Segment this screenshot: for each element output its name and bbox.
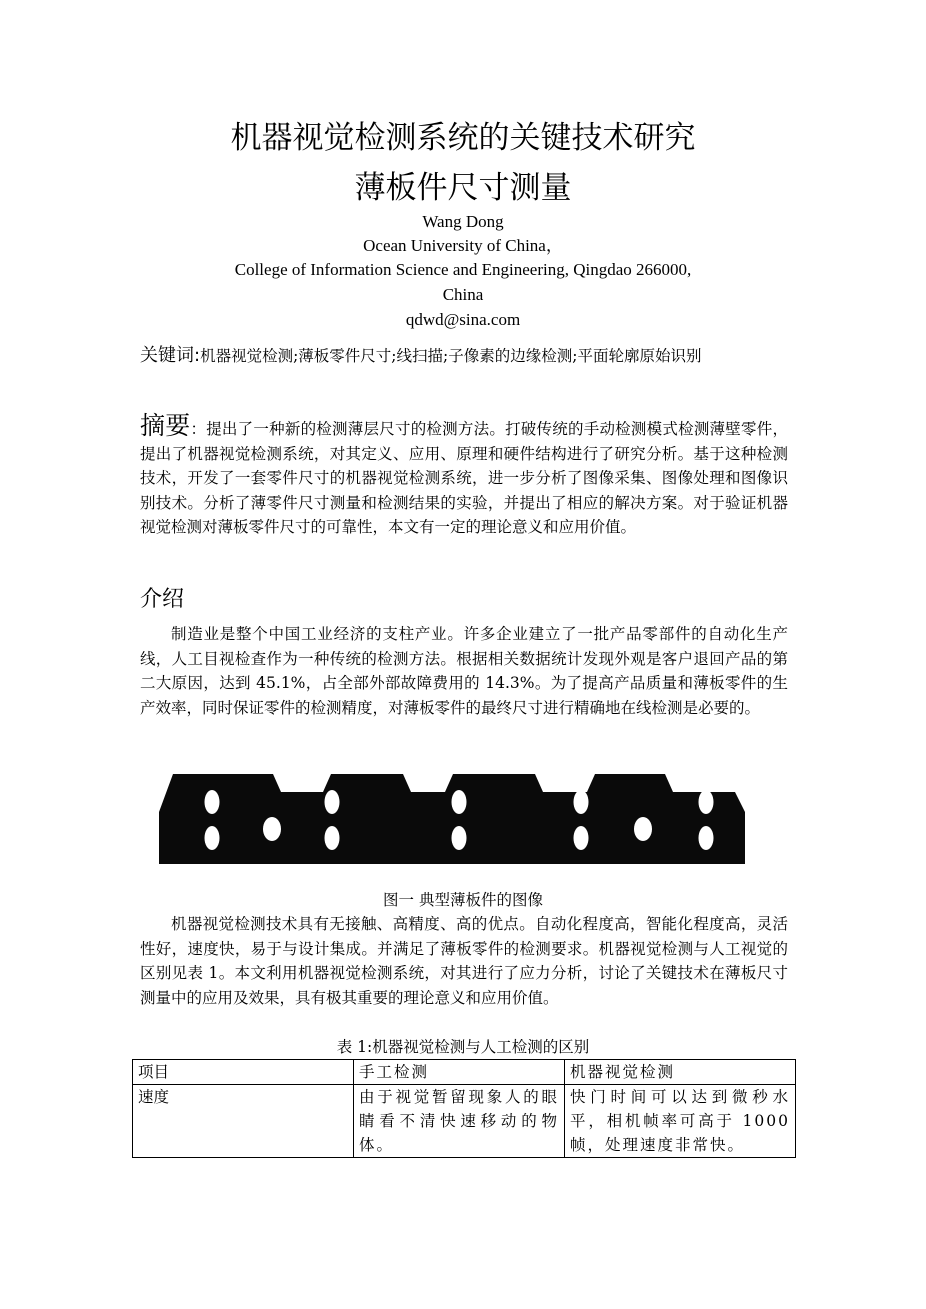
- affiliation-line3: China: [442, 285, 484, 304]
- abstract-text: 提出了一种新的检测薄层尺寸的检测方法。打破传统的手动检测模式检测薄壁零件，提出了机器视觉检测系统，对其定义、应用、原理和硬件结构进行了研究分析。基于这种检测技术，开发了一套零件尺寸的机器视觉检测系统，进一步分析了图像采集、图像处理和图像识别技术。分析了薄零件尺寸测量和检测结果的实验，并提出了相应的解决方案。对于验证机器视觉检测对薄板零件尺寸的可靠性，本文有一定的理论意义和应用价值。: [140, 420, 788, 536]
- abstract-colon: ：: [190, 420, 207, 438]
- thin-plate-silhouette: [159, 774, 745, 864]
- table-header-cell: 机器视觉检测: [565, 1060, 796, 1085]
- table-header-cell: 项目: [133, 1060, 354, 1085]
- table-header-row: [133, 1060, 796, 1085]
- table-header-cell: 手工检测: [354, 1060, 565, 1085]
- paper-title-line2: 薄板件尺寸测量: [354, 170, 572, 206]
- comparison-table: [132, 1059, 796, 1158]
- figure-caption: 图一 典型薄板件的图像: [383, 891, 543, 909]
- intro-paragraph-2: 机器视觉检测技术具有无接触、高精度、高的优点。自动化程度高，智能化程度高，灵活性好，速度快，易于与设计集成。并满足了薄板零件的检测要求。机器视觉检测与人工视觉的区别见表 1。本文利用机器视觉检测系统，对其进行了应力分析，讨论了关键技术在薄板尺寸测量中的应用及效果，具有极其重要的理论意义和应用价值。: [140, 915, 788, 1007]
- abstract-label: 摘要: [140, 411, 191, 440]
- hole: [205, 790, 220, 814]
- hole: [205, 826, 220, 850]
- hole: [325, 826, 340, 850]
- hole: [452, 790, 467, 814]
- author-email: qdwd@sina.com: [405, 310, 521, 329]
- hole: [452, 826, 467, 850]
- intro-paragraph-1: 制造业是整个中国工业经济的支柱产业。许多企业建立了一批产品零部件的自动化生产线，人工目视检查作为一种传统的检测方法。根据相关数据统计发现外观是客户退回产品的第二大原因，达到 45.1%，占全部外部故障费用的 14.3%。为了提高产品质量和薄板零件的生产效率，同时保证零件的检测精度，对薄板零件的最终尺寸进行精确地在线检测是必要的。: [140, 625, 788, 717]
- affiliation-line2: College of Information Science and Engineering, Qingdao 266000,: [234, 260, 692, 279]
- paper-title-line1: 机器视觉检测系统的关键技术研究: [230, 120, 696, 156]
- hole: [325, 790, 340, 814]
- table-cell: 速度: [133, 1085, 354, 1158]
- hole: [263, 817, 281, 841]
- thin-plate-part-figure: [155, 768, 755, 872]
- hole: [634, 817, 652, 841]
- keywords-block: [140, 340, 788, 372]
- keywords-label: 关键词:: [140, 345, 201, 366]
- keywords-text: 机器视觉检测;薄板零件尺寸;线扫描;子像素的边缘检测;平面轮廓原始识别: [200, 347, 702, 365]
- table-cell: 由于视觉暂留现象人的眼睛看不清快速移动的物体。: [354, 1085, 565, 1158]
- author-name: Wang Dong: [422, 212, 504, 231]
- table-row: [133, 1085, 796, 1158]
- intro-heading: 介绍: [140, 587, 185, 612]
- abstract-block: [140, 411, 788, 540]
- hole: [699, 826, 714, 850]
- affiliation-line1: Ocean University of China，: [363, 236, 563, 255]
- table-caption: 表 1:机器视觉检测与人工检测的区别: [336, 1038, 590, 1056]
- hole: [699, 790, 714, 814]
- hole: [574, 790, 589, 814]
- table-cell: 快门时间可以达到微秒水平，相机帧率可高于 1000 帧，处理速度非常快。: [565, 1085, 796, 1158]
- hole: [574, 826, 589, 850]
